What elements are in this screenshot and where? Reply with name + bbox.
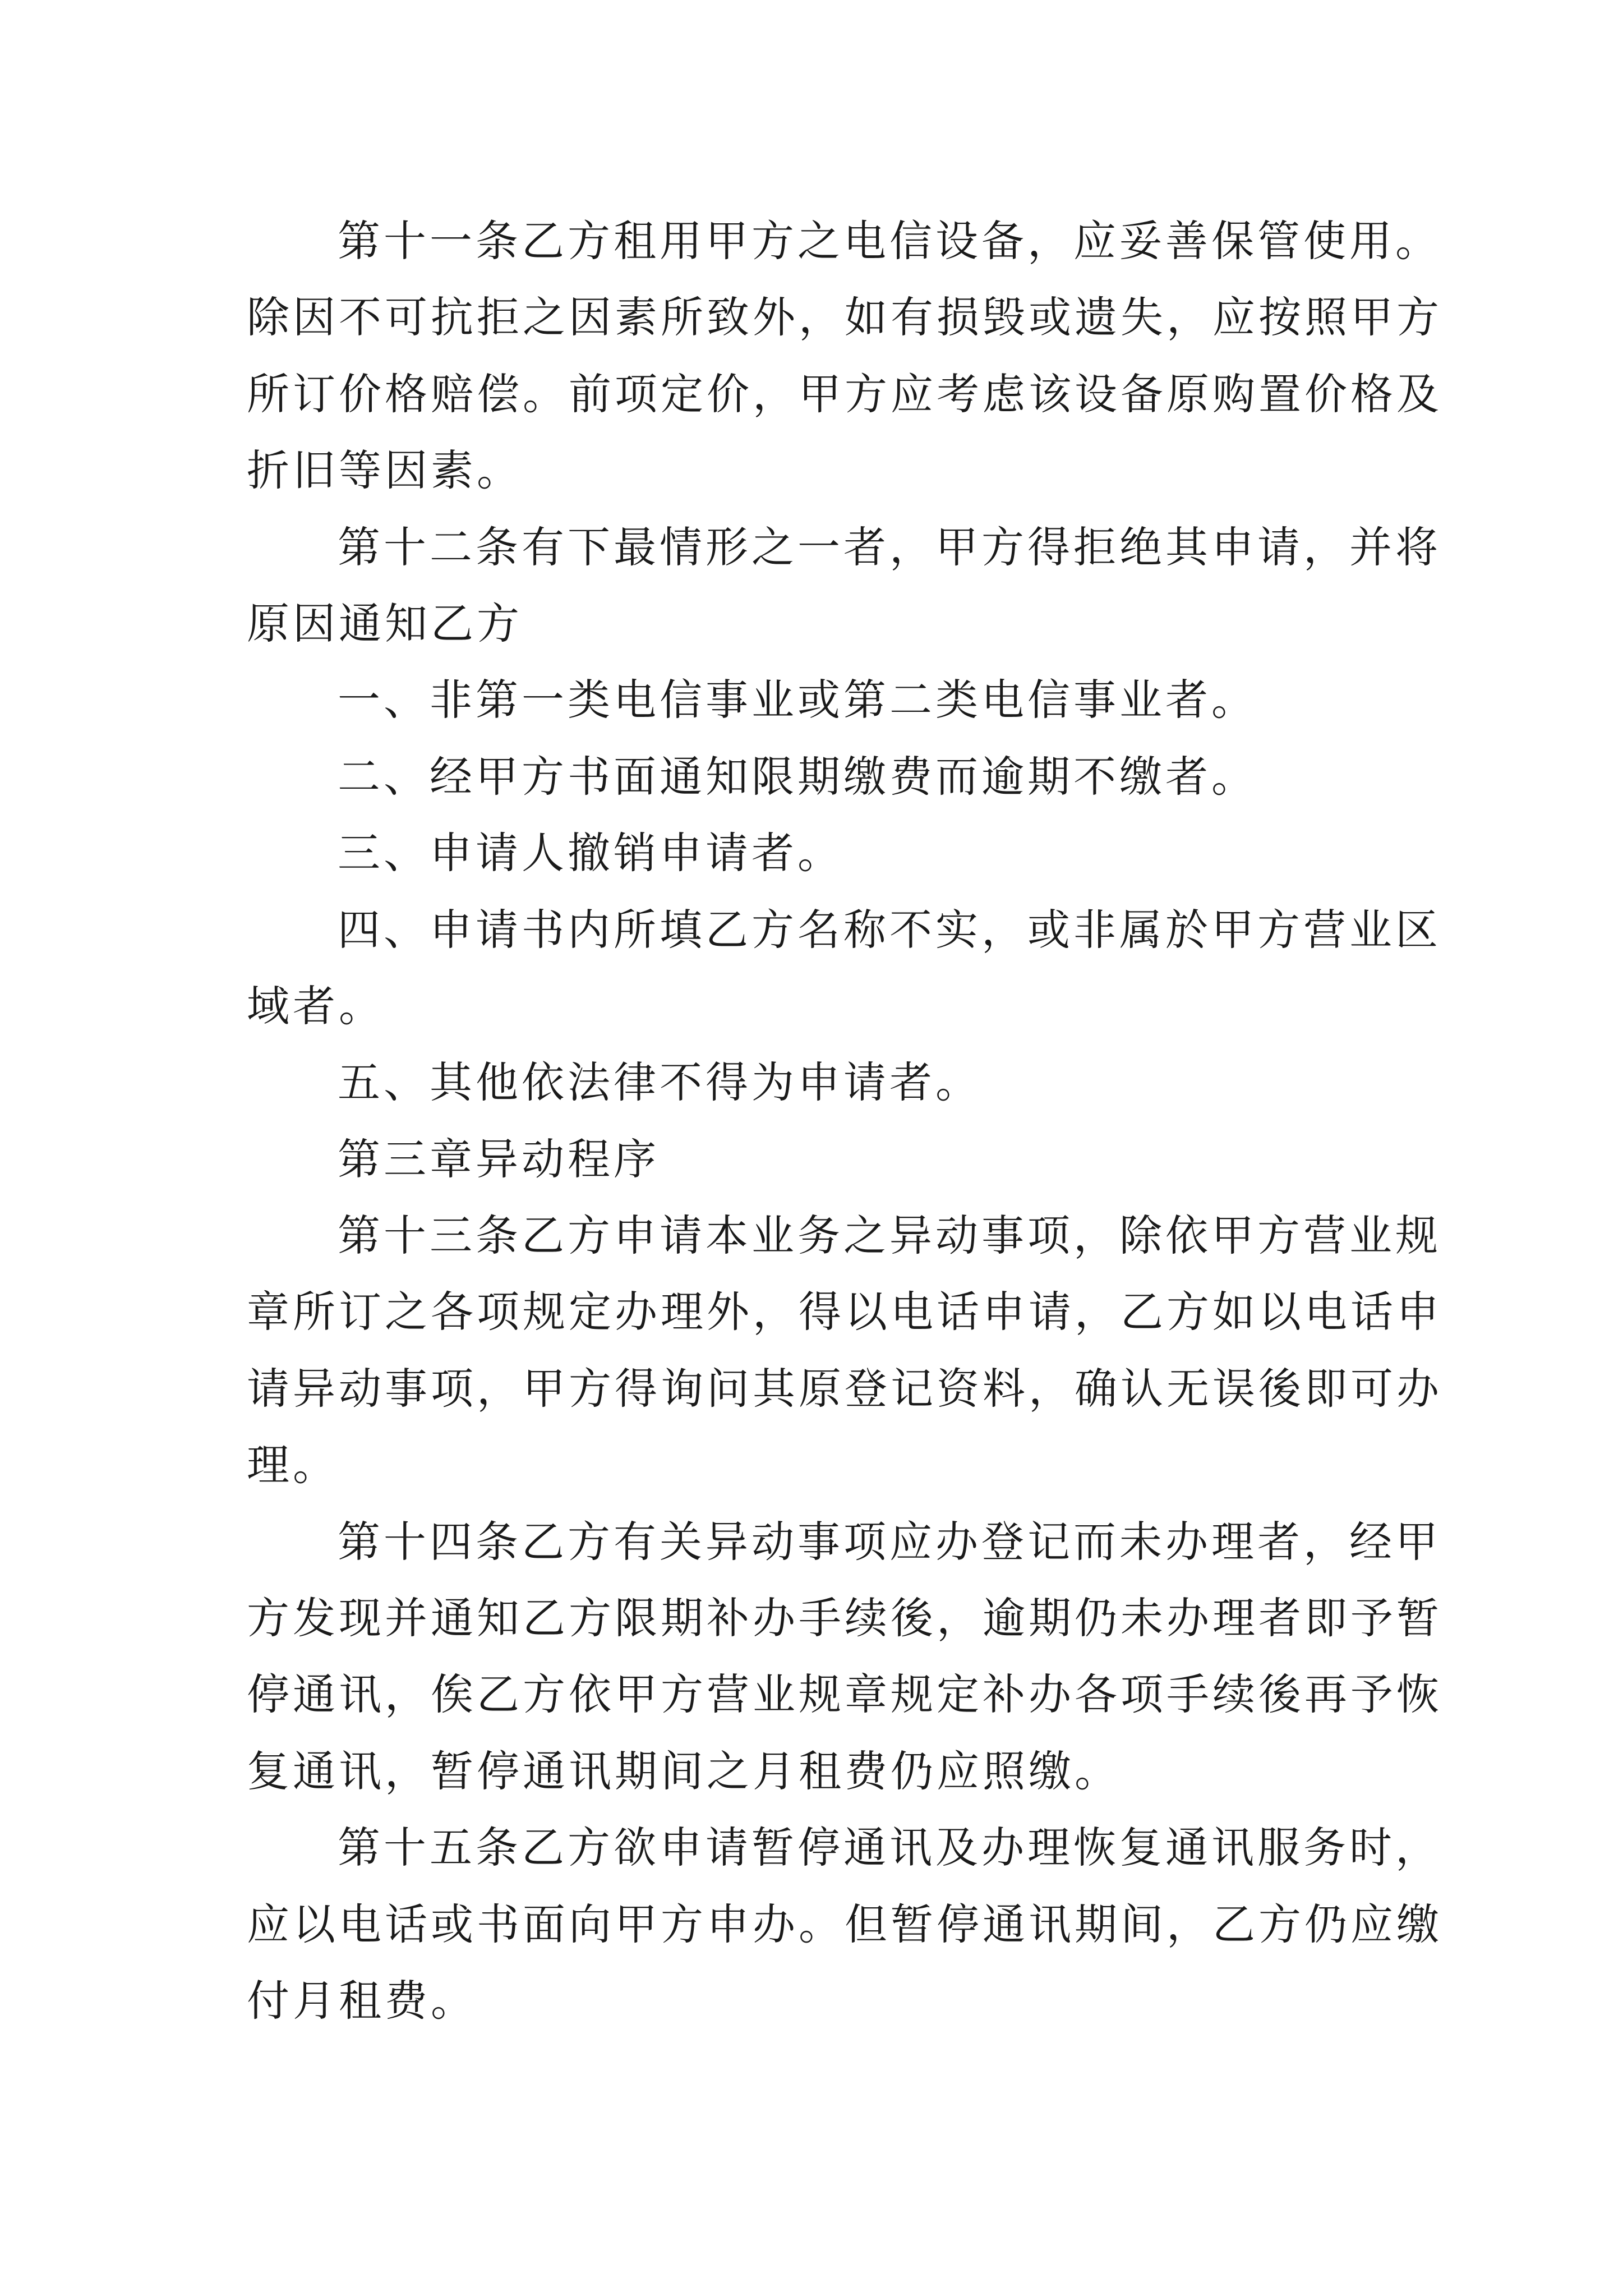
paragraph-item-4 [247,892,1441,1045]
text-line: 付月租费。 [247,1975,477,2026]
text-line: 请异动事项，甲方得询问其原登记资料，确认无误後即可办 [247,1363,1442,1414]
text-line: 复通讯，暂停通讯期间之月租费仍应照缴。 [247,1746,1121,1796]
text-line: 所订价格赔偿。前项定价，甲方应考虑该设备原购置价格及 [247,369,1442,419]
text-line: 一、非第一类电信事业或第二类电信事业者。 [338,675,1257,725]
text-line: 四、申请书内所填乙方名称不实，或非属於甲方营业区 [338,904,1441,955]
paragraph-item-5 [247,1045,1391,1121]
paragraph-article-12 [247,509,1441,662]
text-line: 域者。 [247,981,385,1031]
paragraph-item-1 [247,662,1391,738]
text-line: 三、申请人撤销申请者。 [338,828,843,878]
text-line: 第十五条乙方欲申请暂停通讯及办理恢复通讯服务时， [338,1823,1441,1873]
text-line: 除因不可抗拒之因素所致外，如有损毁或遗失，应按照甲方 [247,292,1442,343]
text-line: 第十四条乙方有关异动事项应办登记而未办理者，经甲 [338,1516,1441,1567]
paragraph-item-3 [247,815,1391,891]
paragraph-article-13 [247,1198,1442,1504]
text-line: 第三章异动程序 [338,1134,660,1184]
text-line: 原因通知乙方 [247,598,523,648]
text-line: 章所订之各项规定办理外，得以电话申请，乙方如以电话申 [247,1287,1442,1337]
paragraph-article-14 [247,1504,1442,1810]
text-line: 第十三条乙方申请本业务之异动事项，除依甲方营业规 [338,1211,1441,1261]
text-line: 停通讯，俟乙方依甲方营业规章规定补办各项手续後再予恢 [247,1669,1442,1720]
document-body [247,203,1442,2039]
paragraph-article-15 [247,1810,1442,2039]
text-line: 第十一条乙方租用甲方之电信设备，应妥善保管使用。 [338,216,1441,266]
text-line: 二、经甲方书面通知限期缴费而逾期不缴者。 [338,751,1257,802]
text-line: 方发现并通知乙方限期补办手续後，逾期仍未办理者即予暂 [247,1593,1442,1644]
text-line: 应以电话或书面向甲方申办。但暂停通讯期间，乙方仍应缴 [247,1899,1442,1949]
paragraph-chapter-3 [247,1121,1391,1198]
text-line: 理。 [247,1440,339,1490]
text-line: 折旧等因素。 [247,445,523,496]
paragraph-article-11 [247,203,1442,509]
text-line: 第十二条有下最情形之一者，甲方得拒绝其申请，并将 [338,522,1441,572]
paragraph-item-2 [247,739,1391,815]
text-line: 五、其他依法律不得为申请者。 [338,1057,981,1108]
